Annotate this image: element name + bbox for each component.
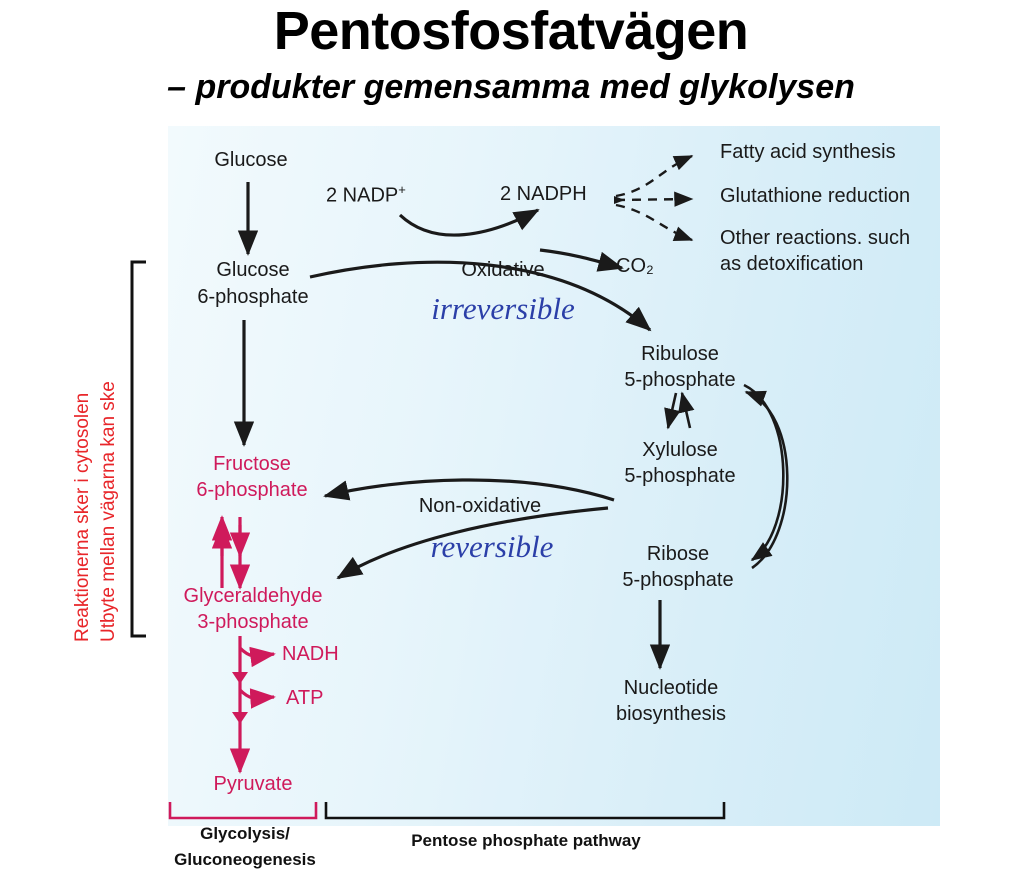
node-nucleotide-line1: Nucleotide: [623, 677, 719, 699]
node-ribose-5-phosphate-line2: 5-phosphate: [622, 569, 734, 591]
label-pentose-phosphate-pathway: Pentose phosphate pathway: [411, 831, 641, 850]
node-other-reactions-line1: Other reactions. such: [720, 227, 911, 249]
node-glucose-6-phosphate-line1: Glucose: [216, 259, 290, 281]
node-2-nadp-charge: +: [398, 182, 406, 197]
node-fatty-acid-synthesis: Fatty acid synthesis: [720, 141, 896, 163]
node-glutathione-reduction: Glutathione reduction: [720, 185, 911, 207]
label-reversible: reversible: [430, 529, 554, 564]
node-atp: ATP: [286, 687, 324, 709]
node-2-nadph: 2 NADPH: [500, 183, 587, 205]
node-glucose: Glucose: [214, 149, 288, 171]
node-glyceraldehyde-3-phosphate-line1: Glyceraldehyde: [183, 585, 323, 607]
annotation-cytosol-line2: Utbyte mellan vägarna kan ske: [98, 381, 119, 642]
annotation-cytosol-line1: Reaktionerna sker i cytosolen: [72, 392, 93, 642]
node-glucose-6-phosphate-line2: 6-phosphate: [197, 286, 309, 308]
node-nucleotide-line2: biosynthesis: [615, 703, 727, 725]
label-oxidative: Oxidative: [461, 259, 545, 281]
node-2-nadp-text: 2 NADP: [326, 184, 399, 207]
label-irreversible: irreversible: [431, 291, 575, 326]
node-xylulose-5-phosphate-line1: Xylulose: [642, 439, 718, 461]
node-co2: CO₂: [616, 255, 654, 277]
label-glycolysis-line2: Gluconeogenesis: [174, 850, 316, 869]
page-subtitle: – produkter gemensamma med glykolysen: [167, 68, 855, 106]
node-ribulose-5-phosphate-line1: Ribulose: [641, 343, 719, 365]
page-title: Pentosfosfatvägen: [273, 1, 749, 61]
node-fructose-6-phosphate-line1: Fructose: [213, 453, 291, 475]
node-2-nadp: [326, 182, 446, 208]
node-pyruvate: Pyruvate: [213, 773, 293, 795]
node-nadh: NADH: [282, 643, 339, 665]
label-glycolysis-line1: Glycolysis/: [200, 824, 290, 843]
node-ribulose-5-phosphate-line2: 5-phosphate: [624, 369, 736, 391]
node-glyceraldehyde-3-phosphate-line2: 3-phosphate: [197, 611, 309, 633]
node-xylulose-5-phosphate-line2: 5-phosphate: [624, 465, 736, 487]
node-other-reactions-line2: as detoxification: [720, 253, 864, 275]
node-fructose-6-phosphate-line2: 6-phosphate: [196, 479, 308, 501]
label-non-oxidative: Non-oxidative: [418, 495, 542, 517]
node-ribose-5-phosphate-line1: Ribose: [646, 543, 710, 565]
